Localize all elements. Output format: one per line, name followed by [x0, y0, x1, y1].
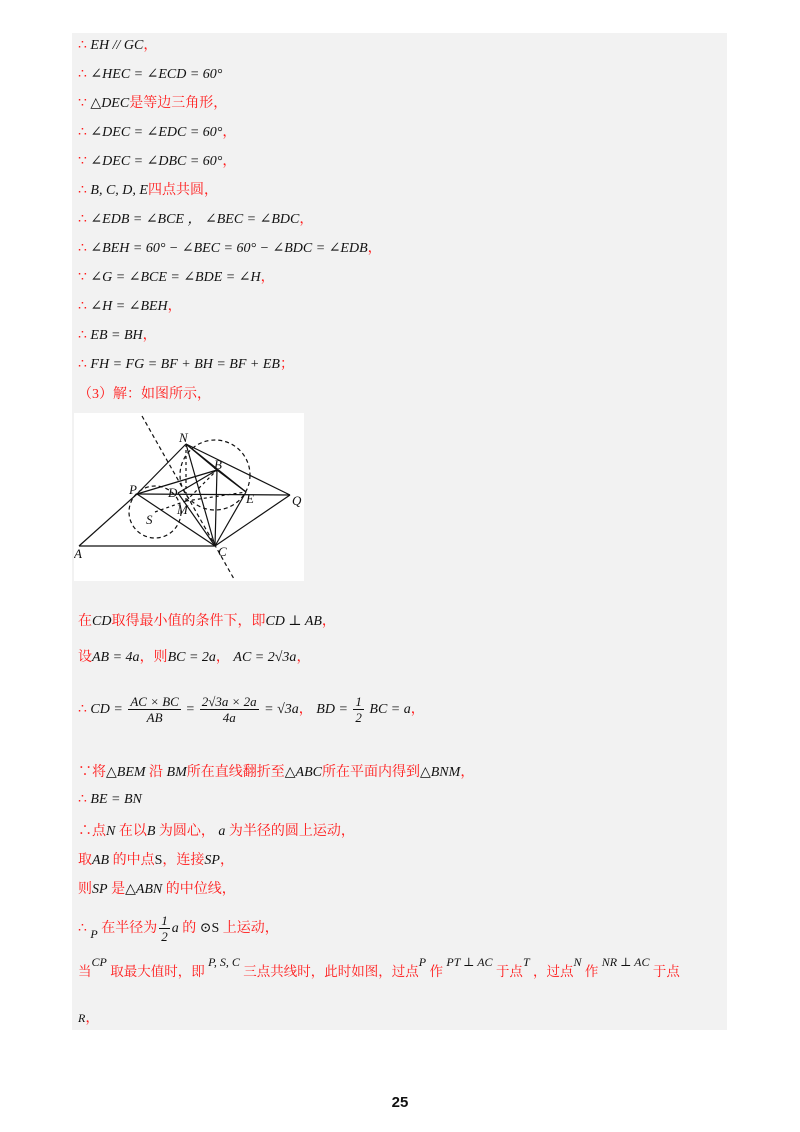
fraction-3: $\frac{1}{2}$	[355, 694, 362, 726]
cont-line-9: ∴ P 在半径为 $\frac{1}{2}$ a 的 ⊙S 上运动，	[78, 913, 279, 945]
label-q: Q	[292, 493, 302, 508]
label-n: N	[179, 430, 188, 445]
proof-line-2: ∴ ∠HEC = ∠ECD = 60°	[78, 67, 223, 82]
cont-line-6: ∴点N 在以B 为圆心， a 为半径的圆上运动，	[78, 824, 355, 839]
cont-line-2: 设AB = 4a，则BC = 2a， AC = 2√3a，	[78, 650, 311, 665]
cont-line-4: ∵将△BEM 沿 BM所在直线翻折至△ABC所在平面内得到△BNM，	[78, 765, 475, 780]
proof-line-11: ∴ EB = BH，	[78, 328, 157, 343]
segment-pq	[137, 494, 290, 495]
proof-line-5: ∵ ∠DEC = ∠DBC = 60°，	[78, 154, 237, 169]
proof-line-12: ∴ FH = FG = BF + BH = BF + EB；	[78, 357, 294, 372]
label-d: D	[168, 485, 178, 500]
proof-line-10: ∴ ∠H = ∠BEH，	[78, 299, 182, 314]
segment-db	[178, 470, 217, 493]
segment-ec	[215, 492, 246, 546]
label-a: A	[74, 546, 82, 561]
geometry-diagram	[74, 413, 304, 581]
fraction-2: $\frac{2√3a \times 2a}{4a}$	[201, 694, 257, 726]
label-c: C	[218, 544, 227, 559]
fraction-1: $\frac{AC \times BC}{AB}$	[130, 694, 179, 726]
fraction-half: $\frac{1}{2}$	[161, 913, 168, 945]
segment-ap	[79, 494, 137, 546]
proof-line-7: ∴ ∠EDB = ∠BCE ， ∠BEC = ∠BDC，	[78, 212, 314, 227]
cont-line-3: ∴ CD = $\frac{AC \times BC}{AB}$ = $\frac{2√3a \times 2a}{4a}$ = √3a， BD = $\frac{1}{2}$ BC = a，	[78, 694, 425, 726]
proof-line-8: ∴ ∠BEH = 60° − ∠BEC = 60° − ∠BDC = ∠EDB，	[78, 241, 382, 256]
cont-line-10: 当CP 取最大值时，即 P, S, C 三点共线时，此时如图，过点P 作 PT ⊥ AC 于点T ，过点N 作 NR ⊥ AC 于点	[78, 955, 680, 979]
cont-line-5: ∴ BE = BN	[78, 792, 142, 807]
segment-nq	[186, 444, 290, 495]
segment-dc	[178, 493, 215, 546]
proof-line-9: ∵ ∠G = ∠BCE = ∠BDE = ∠H，	[78, 270, 275, 285]
cont-line-1: 在CD取得最小值的条件下，即CD ⊥ AB，	[78, 614, 336, 629]
cont-line-8: 则SP 是△ABN 的中位线，	[78, 882, 236, 897]
label-e: E	[246, 491, 254, 506]
label-m: M	[177, 502, 188, 517]
part-3-heading: （3）解：如图所示，	[78, 387, 211, 402]
segment-bc	[215, 470, 217, 546]
page-number: 25	[391, 1094, 409, 1111]
geometry-figure	[74, 413, 304, 581]
proof-line-3: ∵ △DEC是等边三角形，	[78, 96, 228, 111]
proof-line-4: ∴ ∠DEC = ∠EDC = 60°，	[78, 125, 237, 140]
cont-line-11: R，	[78, 1011, 100, 1026]
label-p: P	[129, 482, 137, 497]
label-b: B	[214, 457, 222, 472]
cont-line-7: 取AB 的中点S，连接SP，	[78, 853, 234, 868]
proof-line-6: ∴ B, C, D, E四点共圆，	[78, 183, 218, 198]
label-s: S	[146, 512, 153, 527]
circle-b	[180, 440, 250, 510]
proof-line-1: ∴ EH // GC，	[78, 38, 158, 53]
